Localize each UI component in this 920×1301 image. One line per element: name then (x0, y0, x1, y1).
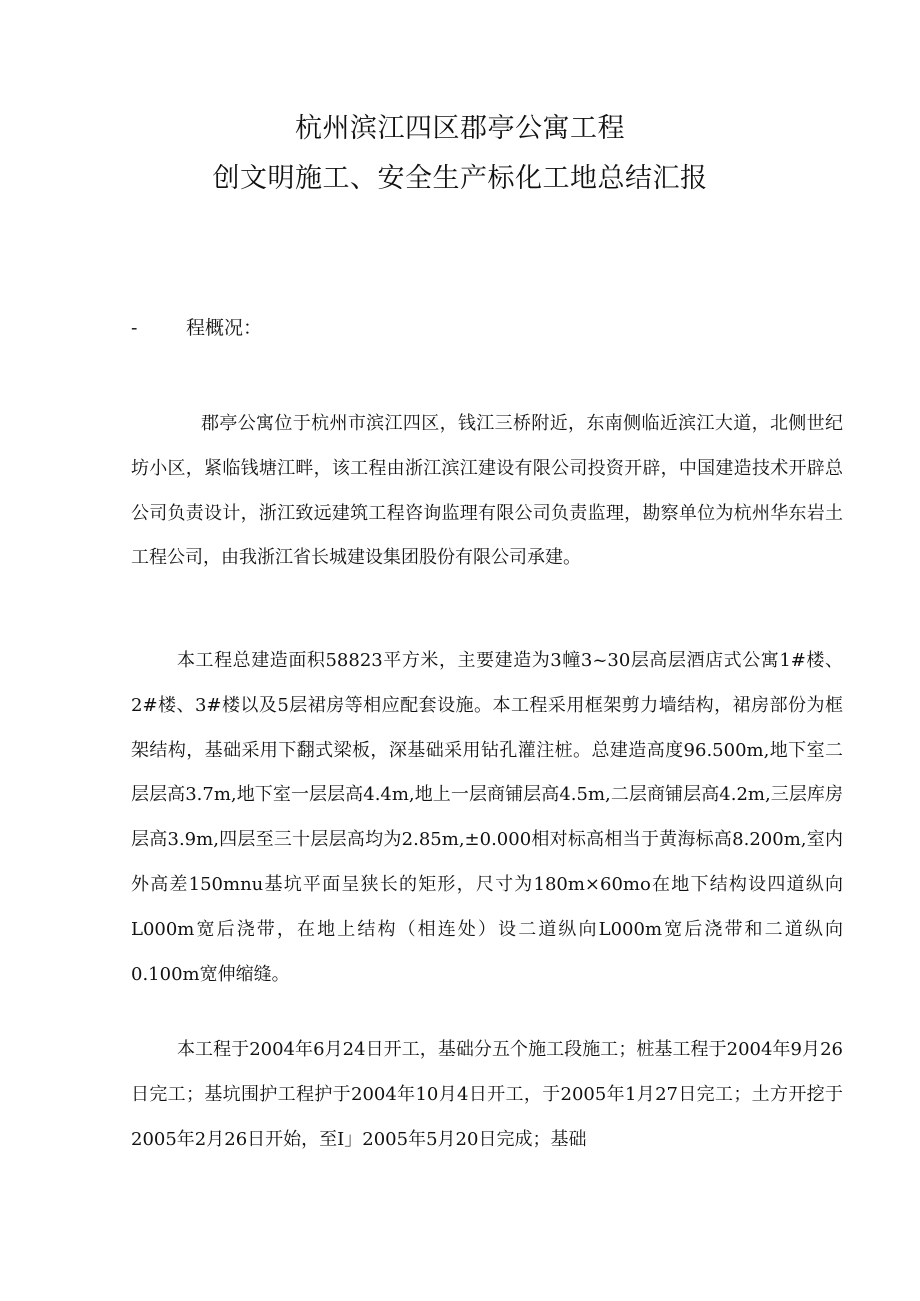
document-title-line-2: 创文明施工、安全生产标化工地总结汇报 (212, 163, 708, 194)
document-title-line-1: 杭州滨江四区郡亭公寓工程 (295, 113, 625, 144)
paragraph-location: 郡亭公寓位于杭州市滨江四区，钱江三桥附近，东南侧临近滨江大道，北侧世纪坊小区，紧临钱塘江畔，该工程由浙江滨江建设有限公司投资开辟，中国建造技术开辟总公司负责设计，浙江致远建筑工程咨询监理有限公司负责监理，勘察单位为杭州华东岩土工程公司，由我浙江省长城建设集团股份有限公司承建。 (131, 413, 843, 569)
paragraph-scale: 本工程总建造面积58823平方米，主要建造为3幢3~30层高层酒店式公寓1#楼、2#楼、3#楼以及5层裙房等相应配套设施。本工程采用框架剪力墙结构，裙房部份为框架结构，基础采用下翻式梁板，深基础采用钻孔灌注桩。总建造高度96.500m,地下室二层层高3.7m,地下室一层层高4.4m,地上一层商铺层高4.5m,二层商铺层高4.2m,三层库房层高3.9m,四层至三十层层高均为2.85m,±0.000相对标高相当于黄海标高8.200m,室内外高差150mnu基坑平面呈狭长的矩形，尺寸为180m×60mo在地下结构设四道纵向L000m宽后浇带，在地上结构（相连处）设二道纵向L000m宽后浇带和二道纵向0.100m宽伸缩缝。 (131, 650, 843, 985)
section-heading (131, 313, 262, 343)
section-marker: - (131, 317, 138, 339)
paragraph-schedule: 本工程于2004年6月24日开工，基础分五个施工段施工；桩基工程于2004年9月26日完工；基坑围护工程护于2004年10月4日开工，于2005年1月27日完工；土方开挖于2005年2月26日开始，至I」2005年5月20日完成；基础 (131, 1039, 843, 1150)
section-heading-text: 程概况： (186, 317, 263, 339)
